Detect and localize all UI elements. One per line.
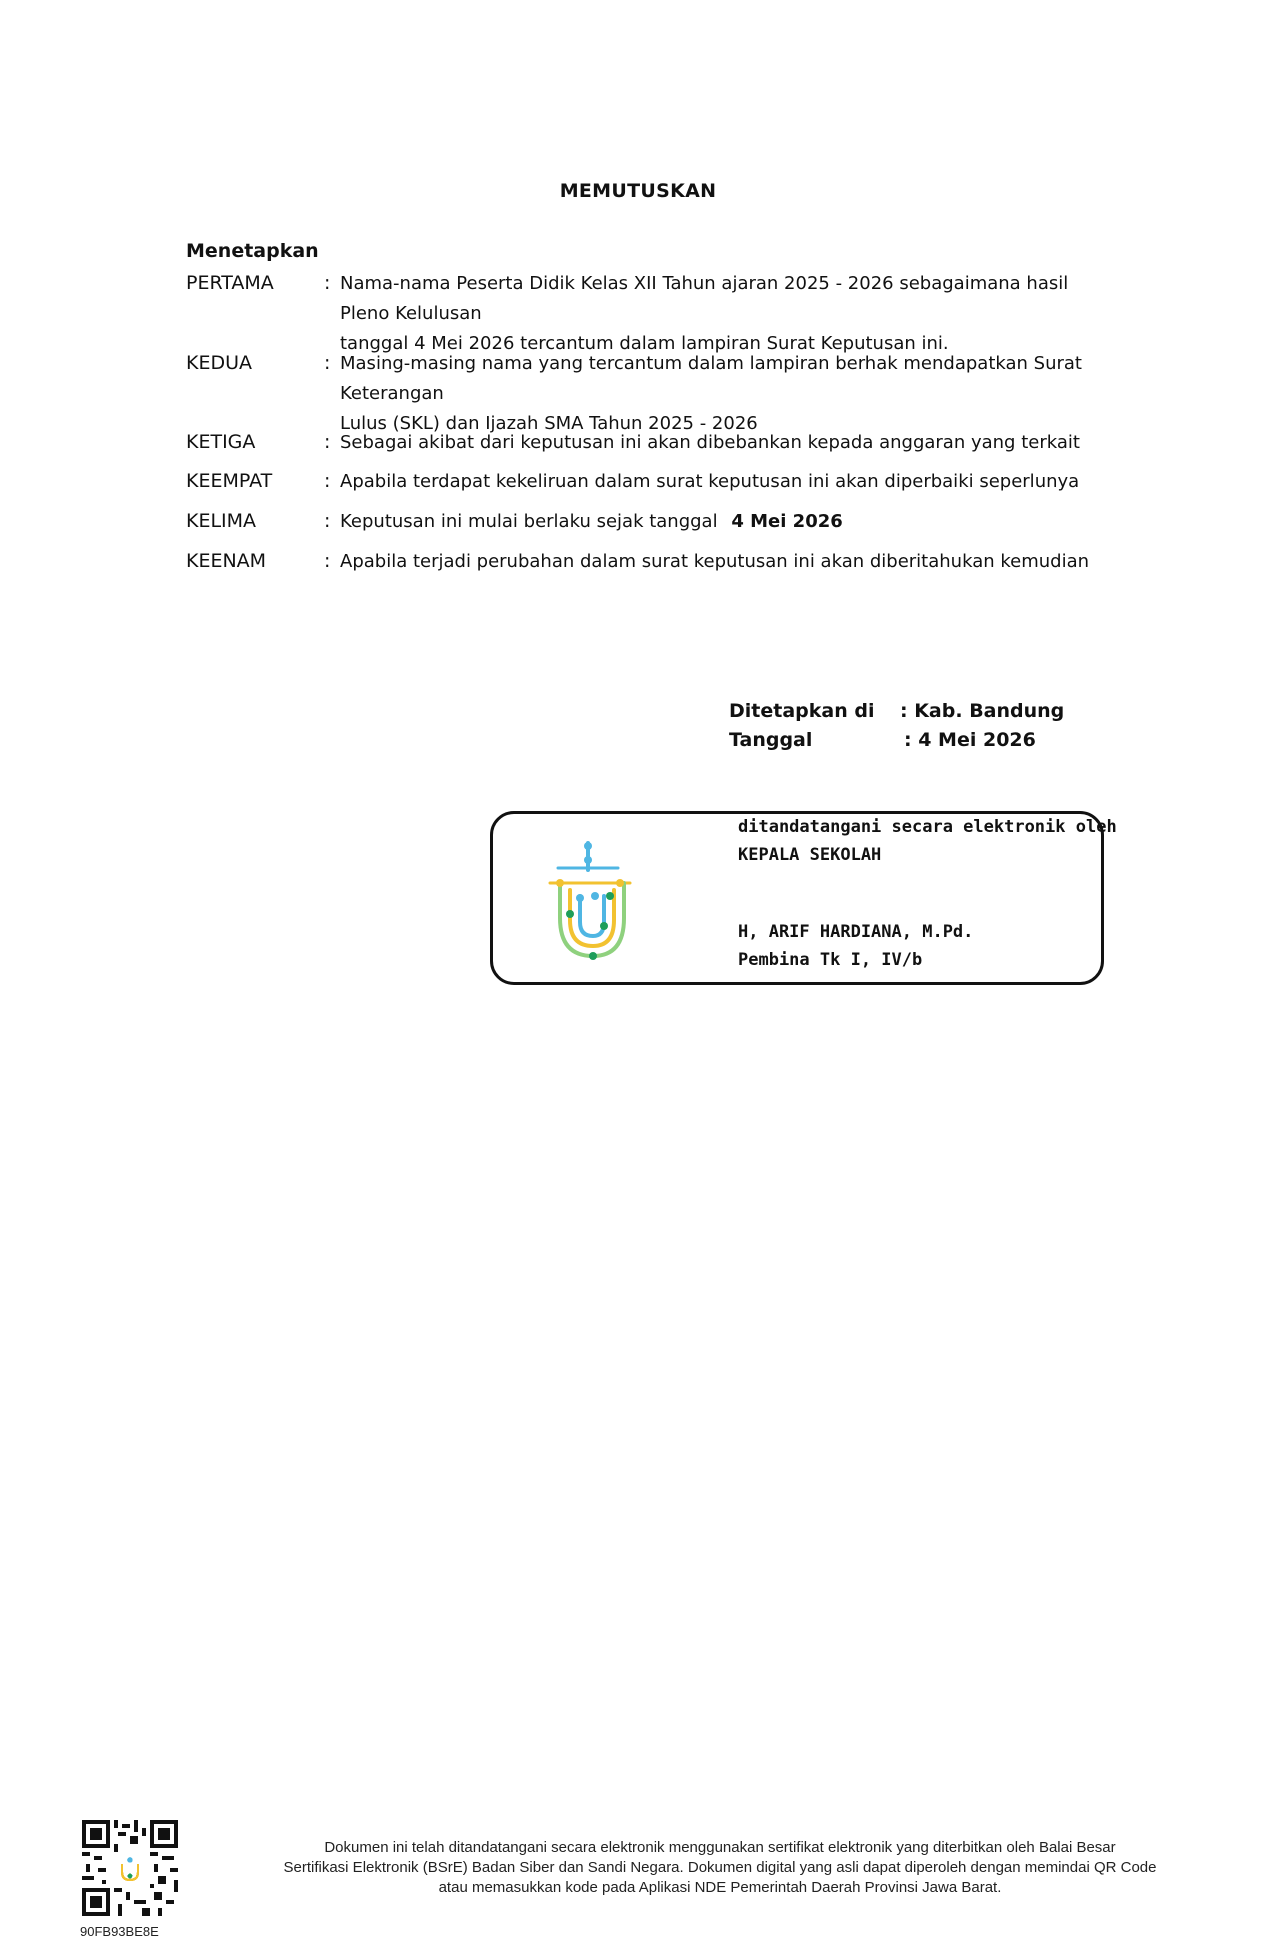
decision-line: tanggal 4 Mei 2026 tercantum dalam lampiran Surat Keputusan ini. [340,333,949,354]
date-label: Tanggal [729,729,813,751]
place-label: Ditetapkan di [729,700,875,722]
effective-date: 4 Mei 2026 [731,511,843,532]
page-title: MEMUTUSKAN [559,180,717,202]
decision-label-keenam: KEENAM [186,550,267,572]
decision-line: Nama-nama Peserta Didik Kelas XII Tahun ajaran 2025 - 2026 sebagaimana hasil Pleno Kelulusan [340,273,1069,324]
signer-position: KEPALA SEKOLAH [738,845,882,865]
decision-label-keempat: KEEMPAT [186,470,273,492]
decision-line: Lulus (SKL) dan Ijazah SMA Tahun 2025 - 2026 [340,413,758,434]
decision-colon: : [324,272,331,294]
decision-colon: : [324,352,331,374]
decision-label-ketiga: KETIGA [186,431,256,453]
decision-line: Sebagai akibat dari keputusan ini akan dibebankan kepada anggaran yang terkait [340,432,1080,453]
decision-text-pertama [340,269,1120,359]
footer-disclaimer [230,1838,1210,1898]
decision-text-kedua [340,349,1120,439]
decision-label-kelima: KELIMA [186,510,257,532]
decision-colon: : [324,470,331,492]
decision-text-keenam [340,547,1120,577]
decision-line: Masing-masing nama yang tercantum dalam lampiran berhak mendapatkan Surat Keterangan [340,353,1082,404]
decision-text-kelima [340,507,1120,537]
decision-colon: : [324,550,331,572]
decision-line: Apabila terjadi perubahan dalam surat keputusan ini akan diberitahukan kemudian [340,551,1090,572]
footer-line: Sertifikasi Elektronik (BSrE) Badan Siber dan Sandi Negara. Dokumen digital yang asli dapat diperoleh dengan memindai QR Code [283,1859,1157,1876]
signer-name: H, ARIF HARDIANA, M.Pd. [738,922,974,942]
qr-code-icon [82,1820,178,1916]
decision-line: Apabila terdapat kekeliruan dalam surat keputusan ini akan diperbaiki seperlunya [340,471,1080,492]
date-value: : 4 Mei 2026 [904,729,1036,751]
decision-colon: : [324,431,331,453]
decision-label-kedua: KEDUA [186,352,252,374]
footer-line: Dokumen ini telah ditandatangani secara elektronik menggunakan sertifikat elektronik yang diterbitkan oleh Balai Besar [324,1839,1116,1856]
footer-line: atau memasukkan kode pada Aplikasi NDE Pemerintah Daerah Provinsi Jawa Barat. [438,1879,1002,1896]
decision-colon: : [324,510,331,532]
decision-line: Keputusan ini mulai berlaku sejak tanggal [340,511,718,532]
signed-electronically-text: ditandatangani secara elektronik oleh [738,817,1117,837]
decision-text-keempat [340,467,1120,497]
document-code: 90FB93BE8E [80,1924,159,1939]
decision-label-pertama: PERTAMA [186,272,274,294]
decision-text-ketiga [340,428,1120,458]
bsre-emblem-icon [538,838,638,968]
signer-rank: Pembina Tk I, IV/b [738,950,923,970]
place-value: : Kab. Bandung [900,700,1065,722]
menetapkan-label: Menetapkan [186,240,319,262]
